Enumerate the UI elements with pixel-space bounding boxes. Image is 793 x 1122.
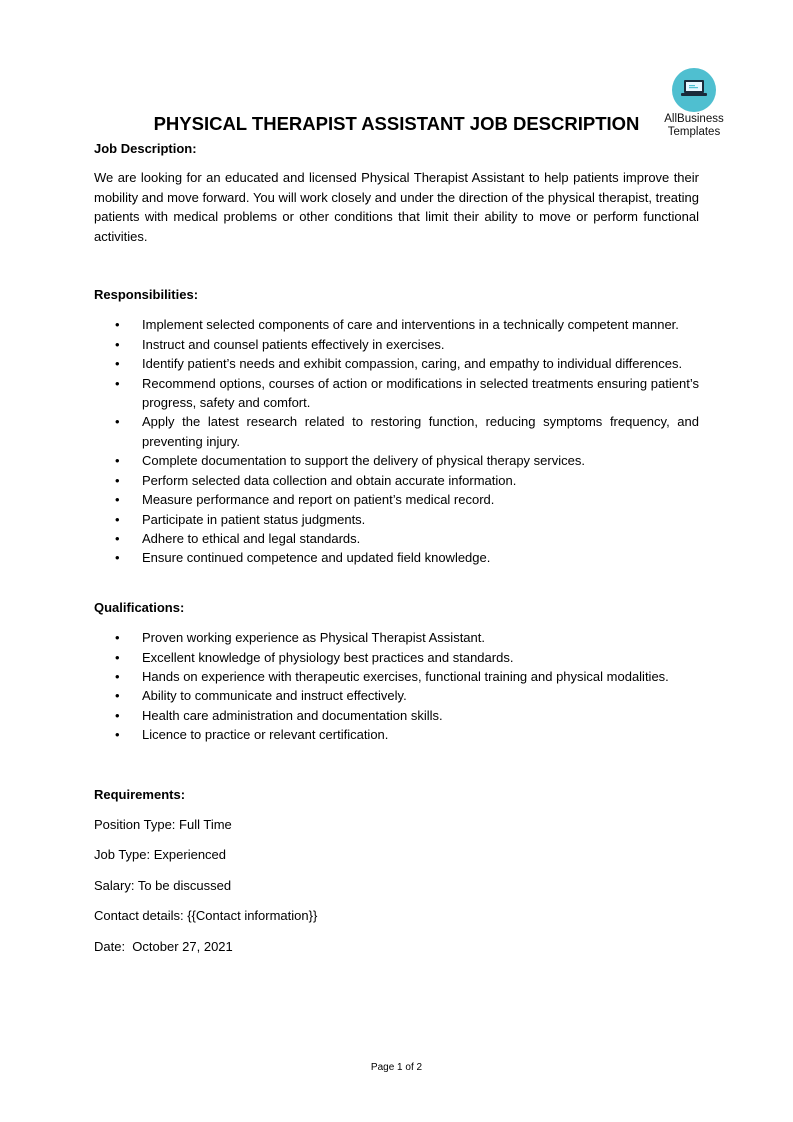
bullet: •	[115, 317, 120, 333]
requirements-heading: Requirements:	[94, 786, 186, 802]
bullet: •	[115, 727, 120, 743]
list-item-text: Proven working experience as Physical Therapist Assistant.	[142, 630, 485, 646]
list-item	[94, 315, 699, 334]
bullet: •	[115, 511, 120, 527]
bullet: •	[115, 550, 120, 566]
list-item-text: Health care administration and documentation skills.	[142, 707, 443, 723]
bullet: •	[115, 630, 120, 646]
bullet: •	[115, 336, 120, 352]
list-item	[94, 490, 699, 509]
logo-line-1: AllBusiness	[664, 113, 724, 125]
job-type: Job Type: Experienced	[94, 847, 227, 863]
bullet: •	[115, 649, 120, 665]
responsibilities-heading: Responsibilities:	[94, 287, 199, 303]
list-item-text: Measure performance and report on patient’s medical record.	[142, 492, 495, 508]
bullet: •	[115, 688, 120, 704]
list-item	[94, 374, 699, 413]
list-item-text: Hands on experience with therapeutic exercises, functional training and physical modalities.	[142, 668, 669, 684]
list-item-text: Excellent knowledge of physiology best practices and standards.	[142, 649, 514, 665]
logo-circle	[672, 68, 716, 112]
list-item-text: Apply the latest research related to restoring function, reducing symptoms frequency, and preventing injury.	[142, 414, 699, 449]
list-item	[94, 354, 699, 373]
bullet: •	[115, 707, 120, 723]
list-item-text: Perform selected data collection and obtain accurate information.	[142, 472, 517, 488]
job-description-heading: Job Description:	[94, 141, 197, 156]
bullet: •	[115, 472, 120, 488]
list-item-text: Ensure continued competence and updated field knowledge.	[142, 550, 491, 566]
list-item	[94, 412, 699, 451]
list-item	[94, 648, 699, 667]
list-item	[94, 510, 699, 529]
document-date: Date: October 27, 2021	[94, 938, 233, 954]
job-description-text: We are looking for an educated and licensed Physical Therapist Assistant to help patients improve their mobility and move forward. You will work closely and under the direction of the physical therapist, treating patients with medical problems or other conditions that limit their ability to move or perform functional activities.	[94, 170, 699, 244]
salary: Salary: To be discussed	[94, 877, 232, 893]
position-type: Position Type: Full Time	[94, 816, 232, 832]
list-item	[94, 725, 699, 744]
page-number: Page 1 of 2	[370, 1062, 423, 1073]
document-title: PHYSICAL THERAPIST ASSISTANT JOB DESCRIPTION	[153, 113, 640, 134]
document-body	[94, 139, 699, 956]
list-item	[94, 706, 699, 725]
list-item	[94, 686, 699, 705]
bullet: •	[115, 668, 120, 684]
list-item-text: Licence to practice or relevant certification.	[142, 727, 389, 743]
list-item	[94, 471, 699, 490]
qualifications-list	[94, 628, 699, 744]
bullet: •	[115, 453, 120, 469]
list-item	[94, 628, 699, 647]
list-item-text: Participate in patient status judgments.	[142, 511, 366, 527]
logo-line-2: Templates	[667, 126, 721, 138]
list-item-text: Complete documentation to support the delivery of physical therapy services.	[142, 453, 585, 469]
laptop-icon	[680, 79, 708, 99]
bullet: •	[115, 375, 120, 391]
list-item	[94, 548, 699, 567]
list-item-text: Recommend options, courses of action or modifications in selected treatments ensuring patient’s progress, safety and comfort.	[142, 375, 699, 411]
qualifications-heading: Qualifications:	[94, 599, 185, 615]
list-item-text: Instruct and counsel patients effectively in exercises.	[142, 336, 445, 352]
list-item-text: Adhere to ethical and legal standards.	[142, 530, 361, 546]
list-item-text: Implement selected components of care and interventions in a technically competent manner.	[142, 317, 679, 333]
list-item-text: Identify patient’s needs and exhibit compassion, caring, and empathy to individual differences.	[142, 356, 683, 372]
contact-details: Contact details: {{Contact information}}	[94, 908, 318, 924]
list-item	[94, 451, 699, 470]
list-item-text: Ability to communicate and instruct effectively.	[142, 688, 407, 704]
list-item	[94, 529, 699, 548]
bullet: •	[115, 492, 120, 508]
bullet: •	[115, 356, 120, 372]
list-item	[94, 667, 699, 686]
bullet: •	[115, 414, 120, 430]
list-item	[94, 335, 699, 354]
responsibilities-list	[94, 315, 699, 567]
bullet: •	[115, 530, 120, 546]
